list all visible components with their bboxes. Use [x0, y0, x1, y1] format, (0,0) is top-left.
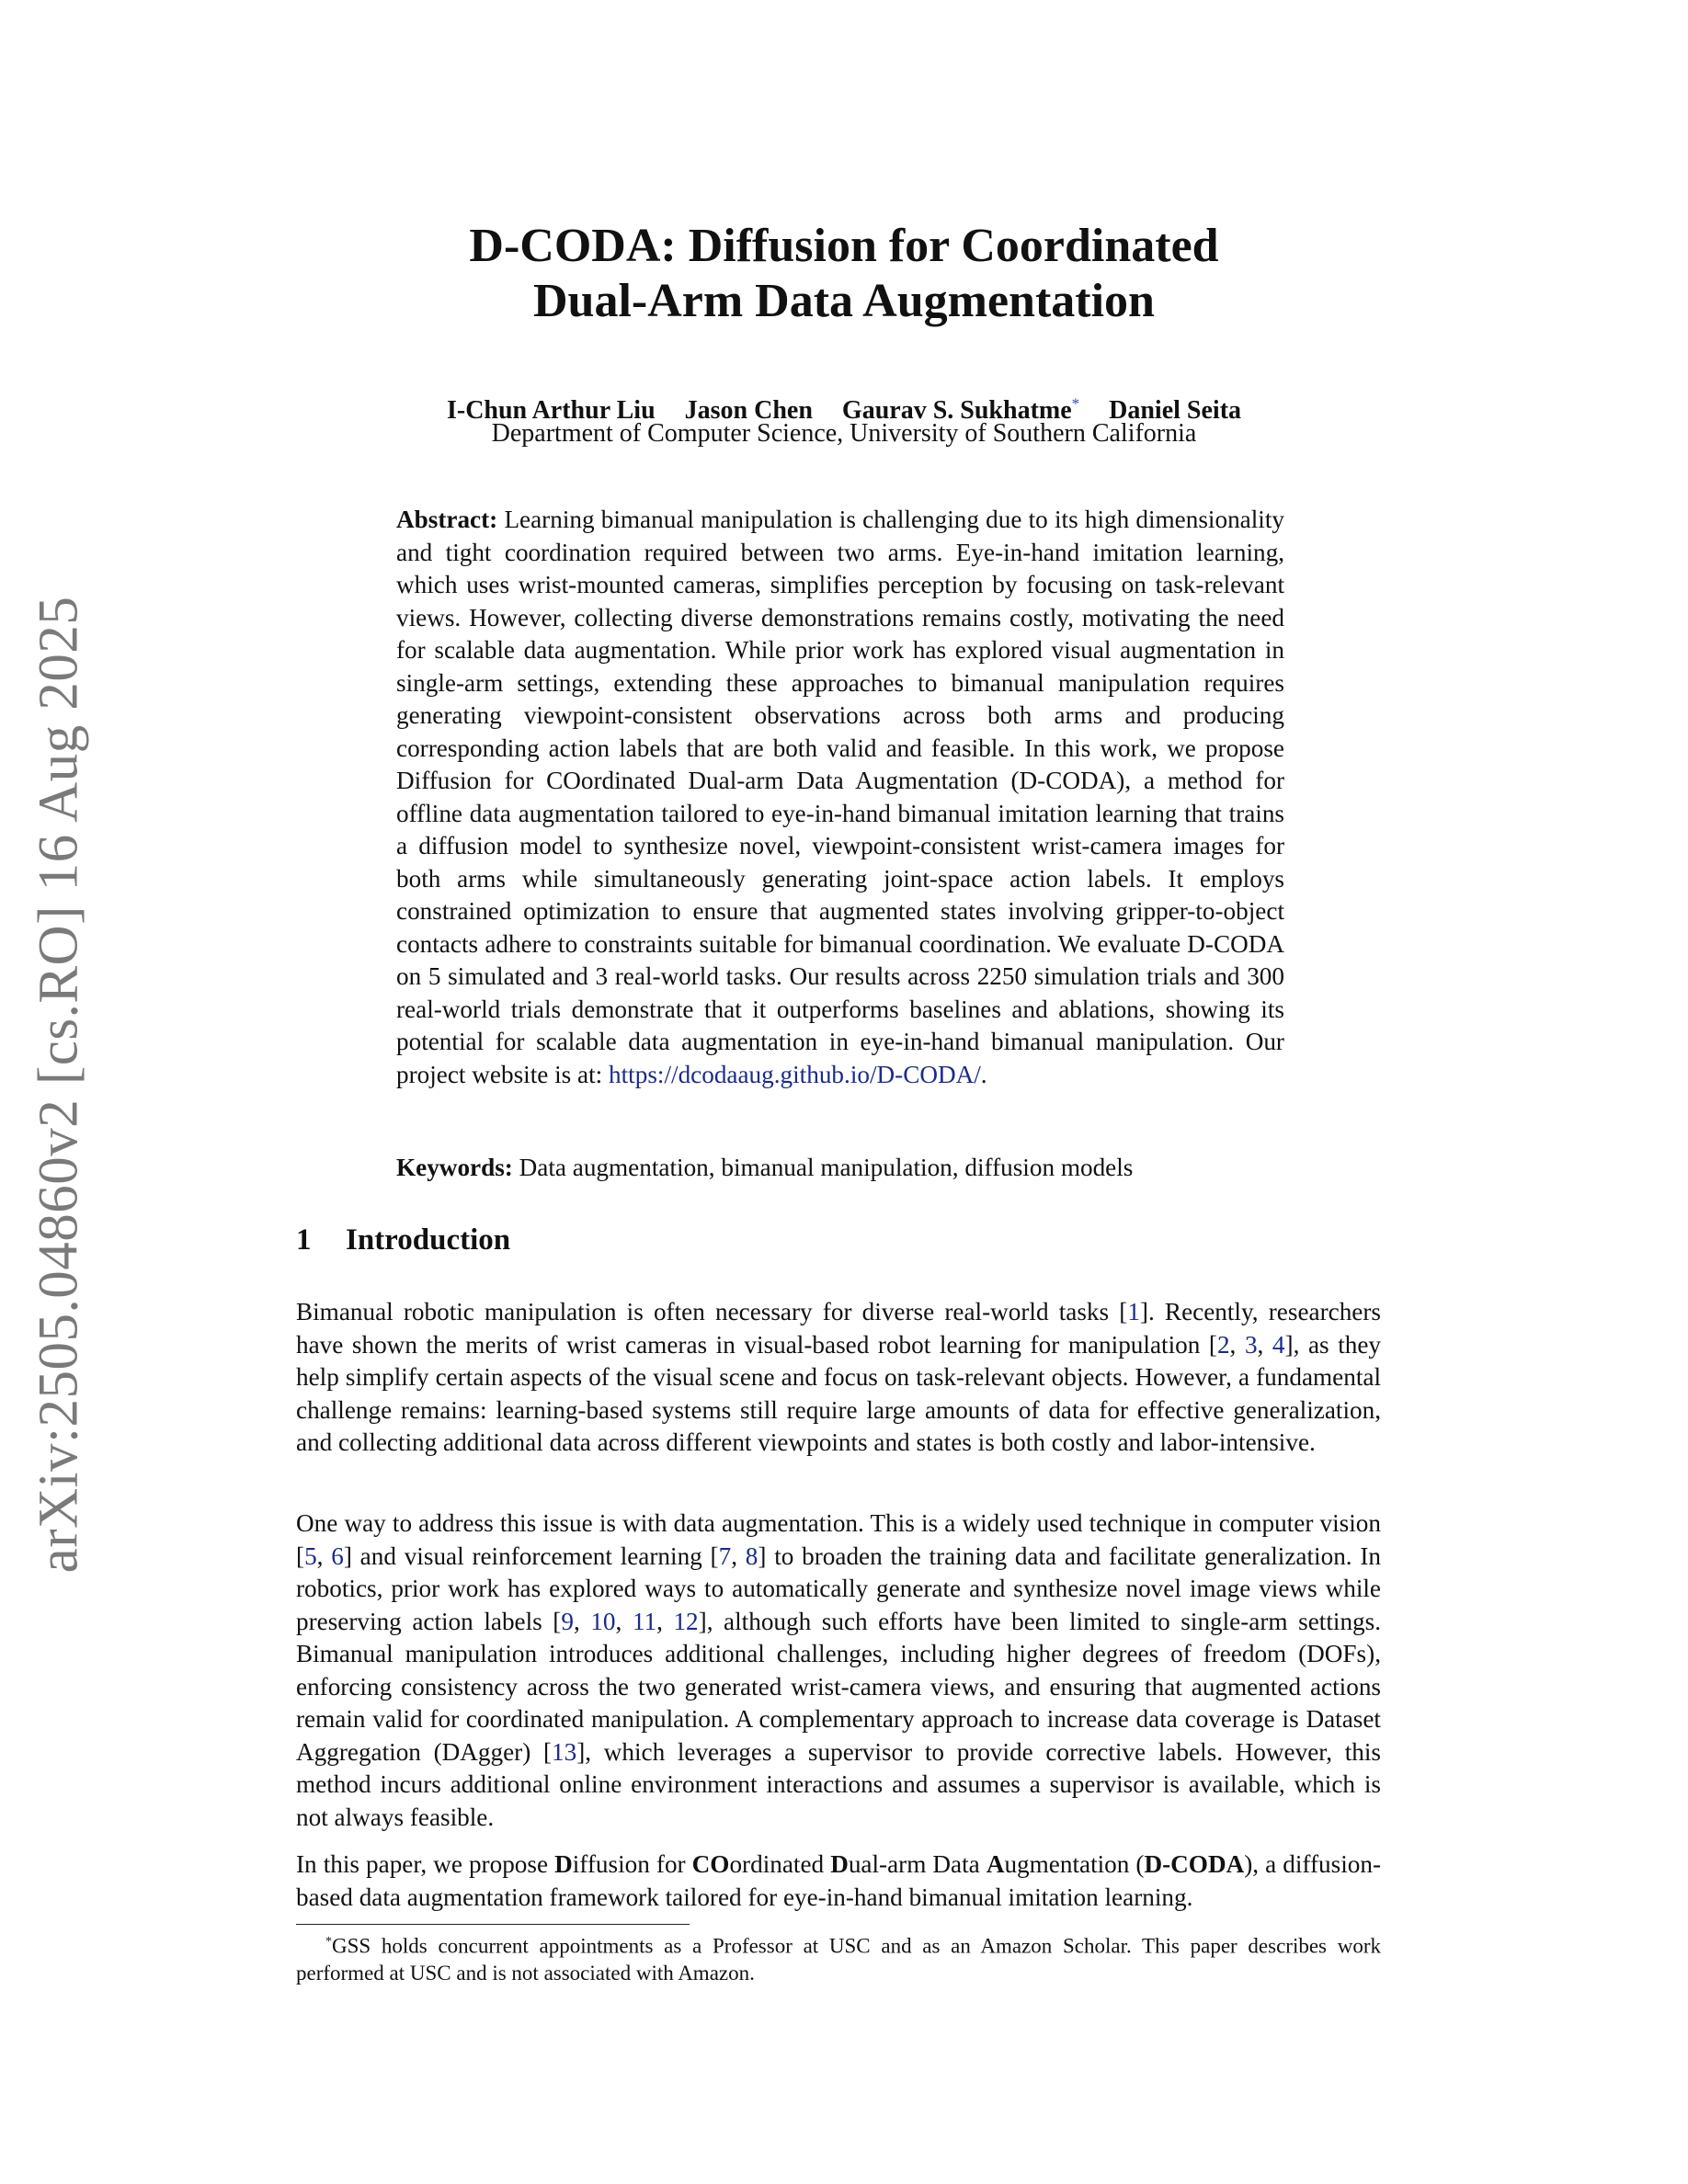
section-number: 1 — [296, 1223, 312, 1257]
title-line-2: Dual-Arm Data Augmentation — [533, 275, 1155, 327]
title-line-1: D-CODA: Diffusion for Coordinated — [469, 220, 1219, 272]
keywords — [396, 1152, 1284, 1185]
citation-link[interactable]: 10 — [590, 1607, 616, 1635]
citation-link[interactable]: 12 — [673, 1607, 699, 1635]
citation-link[interactable]: 8 — [745, 1541, 758, 1570]
citation-link[interactable]: 7 — [718, 1541, 732, 1570]
arxiv-stamp — [28, 596, 90, 1574]
author-footnote-mark[interactable]: * — [1071, 395, 1080, 413]
author-3: Gaurav S. Sukhatme — [841, 396, 1072, 426]
citation-link[interactable]: 6 — [331, 1541, 344, 1570]
affiliation: Department of Computer Science, University of Southern California — [491, 419, 1197, 448]
section-heading — [296, 1222, 510, 1258]
citation-link[interactable]: 1 — [1127, 1298, 1140, 1325]
abstract-text: Learning bimanual manipulation is challenging due to its high dimensionality and tight coordination required between two arms. Eye-in-hand imitation learning, which uses wrist-mounted cameras, simplifies perception by focusing on task-relevant views. However, collecting diverse demonstrations remains costly, motivating the need for scalable data augmentation. While prior work has explored visual augmentation in single-arm settings, extending these approaches to bimanual manipulation requires generating viewpoint-consistent observations across both arms and producing corresponding action labels that are both valid and feasible. In this work, we propose Diffusion for COordinated Dual-arm Data Augmentation (D-CODA), a method for offline data augmentation tailored to eye-in-hand bimanual imitation learning that trains a diffusion model to synthesize novel, viewpoint-consistent wrist-camera images for both arms while simultaneously generating joint-space action labels. It employs constrained optimization to ensure that augmented states involving gripper-to-object contacts adhere to constraints suitable for bimanual coordination. We evaluate D-CODA on 5 simulated and 3 real-world tasks. Our results across 2250 simulation trials and 300 real-world trials demonstrate that it outperforms baselines and ablations, showing its potential for scalable data augmentation in eye-in-hand bimanual manipulation. Our project website is at: — [396, 506, 1284, 1088]
citation-link[interactable]: 4 — [1272, 1330, 1285, 1359]
project-website-link[interactable]: https://dcodaaug.github.io/D-CODA/ — [609, 1060, 981, 1088]
keywords-label: Keywords: — [396, 1154, 513, 1181]
keywords-text: Data augmentation, bimanual manipulation, diffusion models — [519, 1154, 1134, 1181]
footnote — [296, 1928, 1381, 1986]
section-title: Introduction — [346, 1223, 511, 1257]
arxiv-stamp-text: arXiv:2505.04860v2 [cs.RO] 16 Aug 2025 — [28, 596, 90, 1574]
abstract — [396, 504, 1284, 1091]
intro-paragraph-2: One way to address this issue is with data augmentation. This is a widely used technique in computer vision [5, 6] and visual reinforcement learning [7, 8] to broaden the training data and facilitate generalization. In robotics, prior work has explored ways to automatically generate and synthesize novel image views while preserving action labels [9, 10, 11, 12], although such efforts have been limited to single-arm settings. Bimanual manipulation introduces additional challenges, including higher degrees of freedom (DOFs), enforcing consistency across the two generated wrist-camera views, and ensuring that augmented actions remain valid for coordinated manipulation. A complementary approach to increase data coverage is Dataset Aggregation (DAgger) [13], which leverages a supervisor to provide corrective labels. However, this method incurs additional online environment interactions and assumes a supervisor is available, which is not always feasible. — [296, 1509, 1382, 1831]
footnote-mark: * — [325, 1935, 332, 1949]
citation-link[interactable]: 13 — [552, 1737, 577, 1766]
intro-paragraph-3: In this paper, we propose Diffusion for COordinated Dual-arm Data Augmentation (D-CODA), a diffusion-based data augmentation framework tailored for eye-in-hand bimanual imitation learning. — [296, 1850, 1382, 1911]
author-1: I-Chun Arthur Liu — [446, 396, 656, 426]
paper-title — [276, 219, 1412, 329]
citation-link[interactable]: 11 — [632, 1607, 657, 1635]
citation-link[interactable]: 5 — [304, 1541, 317, 1570]
abstract-end: . — [980, 1060, 987, 1088]
author-4: Daniel Seita — [1109, 396, 1242, 426]
footnote-text: GSS holds concurrent appointments as a Professor at USC and as an Amazon Scholar. This paper describes work performed at USC and is not associated with Amazon. — [296, 1934, 1381, 1985]
footnote-divider — [296, 1924, 690, 1925]
citation-link[interactable]: 3 — [1244, 1330, 1258, 1359]
citation-link[interactable]: 2 — [1216, 1330, 1230, 1359]
intro-paragraph-1: Bimanual robotic manipulation is often necessary for diverse real-world tasks [1]. Recently, researchers have shown the merits of wrist cameras in visual-based robot learning for manipulation [2, 3, 4], as they help simplify certain aspects of the visual scene and focus on task-relevant objects. However, a fundamental challenge remains: learning-based systems still require large amounts of data for effective generalization, and collecting additional data across different viewpoints and states is both costly and labor-intensive. — [296, 1298, 1382, 1456]
author-2: Jason Chen — [684, 396, 813, 426]
abstract-label: Abstract: — [396, 506, 498, 533]
citation-link[interactable]: 9 — [561, 1607, 574, 1635]
